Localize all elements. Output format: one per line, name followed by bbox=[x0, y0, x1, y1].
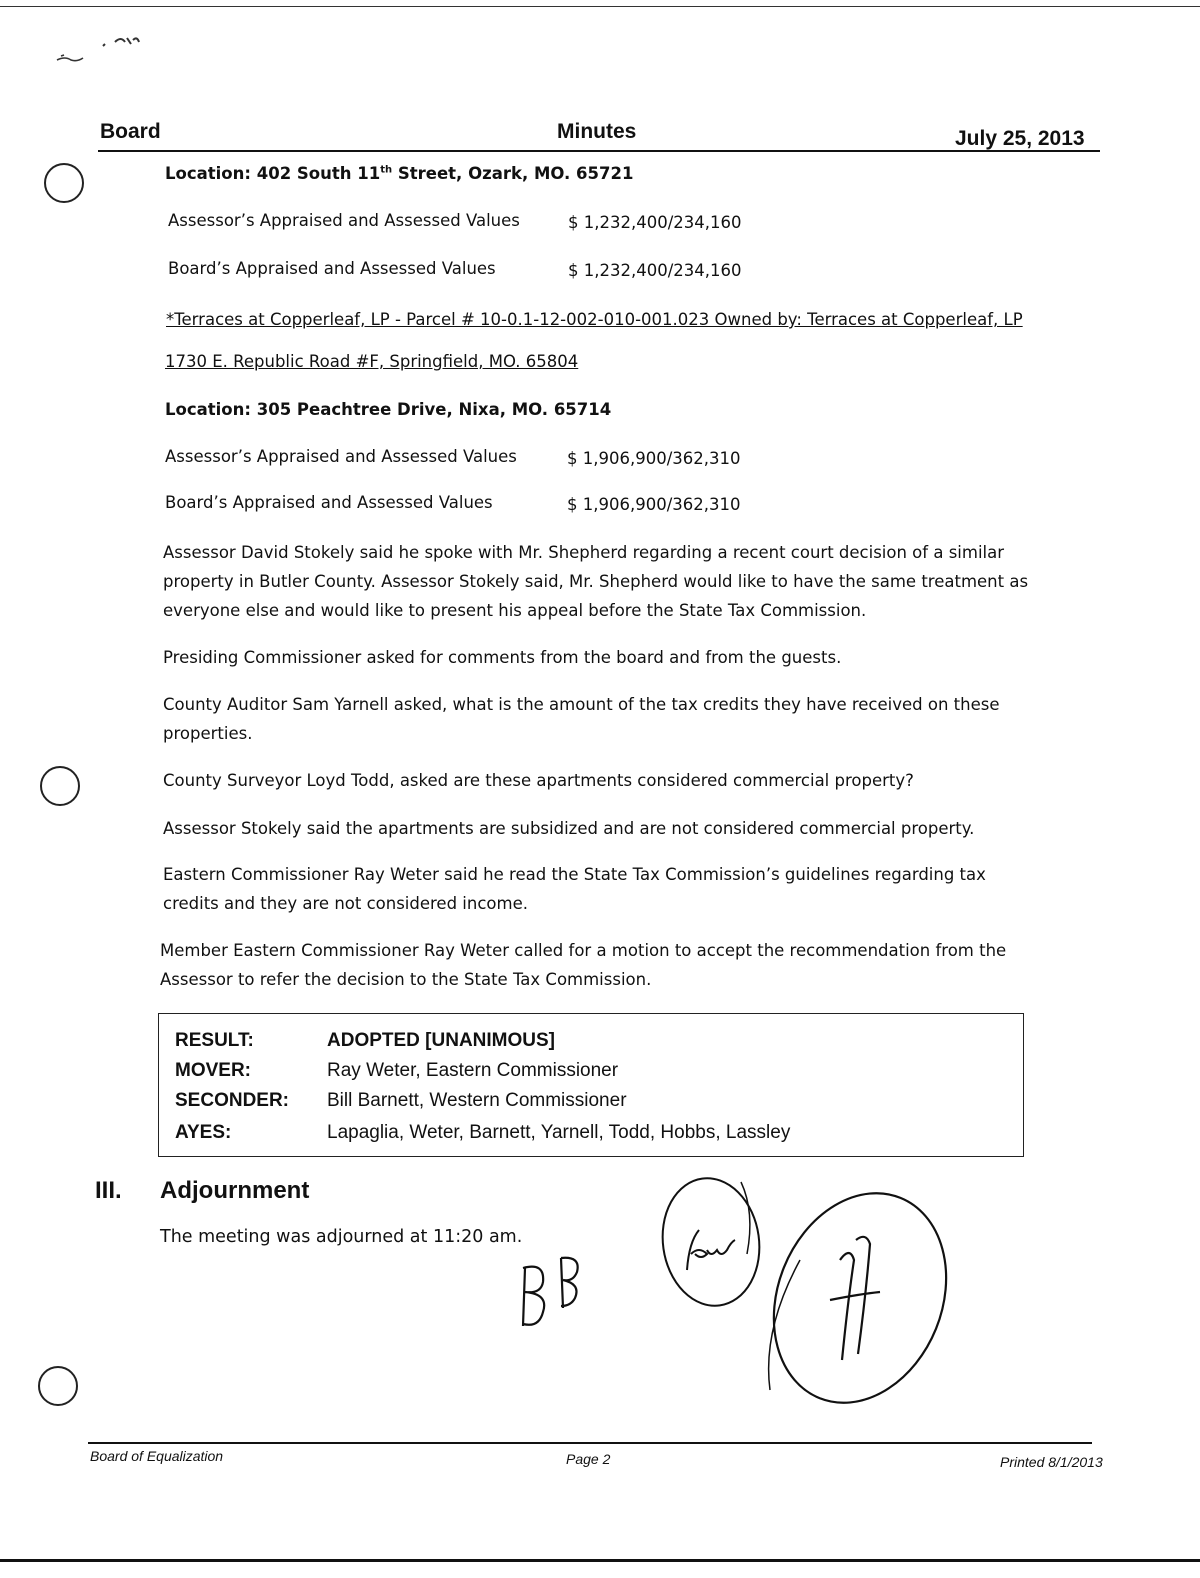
paragraph-weter-guidelines: Eastern Commissioner Ray Weter said he read the State Tax Commission’s guidelines regarding tax credits and they are not considered income. bbox=[163, 865, 986, 913]
punch-hole-middle bbox=[40, 766, 80, 806]
section-title-adjournment: Adjournment bbox=[160, 1177, 310, 1204]
vote-ayes-label: AYES: bbox=[175, 1122, 232, 1143]
property2-assessor-label: Assessor’s Appraised and Assessed Values bbox=[165, 447, 517, 466]
property2-board-label: Board’s Appraised and Assessed Values bbox=[165, 493, 493, 512]
property2-location: Location: 305 Peachtree Drive, Nixa, MO. 65714 bbox=[165, 400, 612, 419]
paragraph-stokely-shepherd: Assessor David Stokely said he spoke with Mr. Shepherd regarding a recent court decision of a similar property in Butler County. Assessor Stokely said, Mr. Shepherd would like to have the same treatment as everyone else and would like to present his appeal before the State Tax Commission. bbox=[163, 543, 1029, 620]
footer-rule bbox=[88, 1442, 1092, 1444]
paragraph-motion: Member Eastern Commissioner Ray Weter called for a motion to accept the recommendation from the Assessor to refer the decision to the State Tax Commission. bbox=[160, 941, 1007, 989]
scan-edge-bottom bbox=[0, 1559, 1200, 1562]
property1-location-prefix: Location: 402 South 11 bbox=[165, 164, 381, 183]
property2-assessor-value: $ 1,906,900/362,310 bbox=[567, 449, 741, 468]
property2-owner-line1: *Terraces at Copperleaf, LP - Parcel # 10-0.1-12-002-010-001.023 Owned by: Terraces at Copperleaf, LP bbox=[166, 310, 1023, 329]
vote-mover-value: Ray Weter, Eastern Commissioner bbox=[327, 1060, 619, 1081]
property1-location-sup: th bbox=[380, 164, 393, 176]
vote-mover-label: MOVER: bbox=[175, 1060, 251, 1081]
punch-hole-top bbox=[44, 163, 84, 203]
punch-hole-bottom bbox=[38, 1366, 78, 1406]
vote-result-box bbox=[158, 1013, 1024, 1157]
section-number: III. bbox=[95, 1177, 122, 1204]
handwritten-initials-bb bbox=[505, 1248, 595, 1338]
footer-page-number: Page 2 bbox=[566, 1451, 611, 1467]
scan-smudge-mark bbox=[55, 30, 155, 75]
vote-ayes-value: Lapaglia, Weter, Barnett, Yarnell, Todd, Hobbs, Lassley bbox=[327, 1122, 791, 1143]
property2-board-value: $ 1,906,900/362,310 bbox=[567, 495, 741, 514]
property1-board-label: Board’s Appraised and Assessed Values bbox=[168, 259, 496, 278]
header-date: July 25, 2013 bbox=[955, 127, 1085, 150]
property1-location-suffix: Street, Ozark, MO. 65721 bbox=[392, 164, 634, 183]
header-center: Minutes bbox=[557, 120, 637, 143]
header-left: Board bbox=[100, 120, 161, 143]
handwritten-initials-circled-rw bbox=[655, 1170, 775, 1315]
footer-left: Board of Equalization bbox=[90, 1448, 224, 1464]
vote-seconder-label: SECONDER: bbox=[175, 1090, 290, 1111]
property1-board-value: $ 1,232,400/234,160 bbox=[568, 261, 742, 280]
scan-edge-top bbox=[0, 6, 1200, 7]
property1-location bbox=[165, 164, 633, 183]
vote-result-label: RESULT: bbox=[175, 1030, 254, 1051]
vote-result-value: ADOPTED [UNANIMOUS] bbox=[327, 1030, 555, 1051]
paragraph-stokely-subsidized: Assessor Stokely said the apartments are subsidized and are not considered commercial property. bbox=[163, 819, 975, 838]
property2-owner-line2: 1730 E. Republic Road #F, Springfield, MO. 65804 bbox=[165, 352, 579, 371]
paragraph-surveyor-todd: County Surveyor Loyd Todd, asked are these apartments considered commercial property? bbox=[163, 771, 914, 790]
adjournment-text: The meeting was adjourned at 11:20 am. bbox=[160, 1227, 523, 1247]
paragraph-auditor-yarnell: County Auditor Sam Yarnell asked, what is the amount of the tax credits they have received on these properties. bbox=[163, 695, 1000, 743]
paragraph-presiding-commissioner: Presiding Commissioner asked for comments from the board and from the guests. bbox=[163, 648, 842, 667]
vote-seconder-value: Bill Barnett, Western Commissioner bbox=[327, 1090, 627, 1111]
handwritten-initials-circled-jh bbox=[760, 1180, 960, 1410]
property1-assessor-label: Assessor’s Appraised and Assessed Values bbox=[168, 211, 520, 230]
property1-assessor-value: $ 1,232,400/234,160 bbox=[568, 213, 742, 232]
header-rule bbox=[98, 150, 1100, 152]
footer-printed-date: Printed 8/1/2013 bbox=[1000, 1454, 1103, 1470]
